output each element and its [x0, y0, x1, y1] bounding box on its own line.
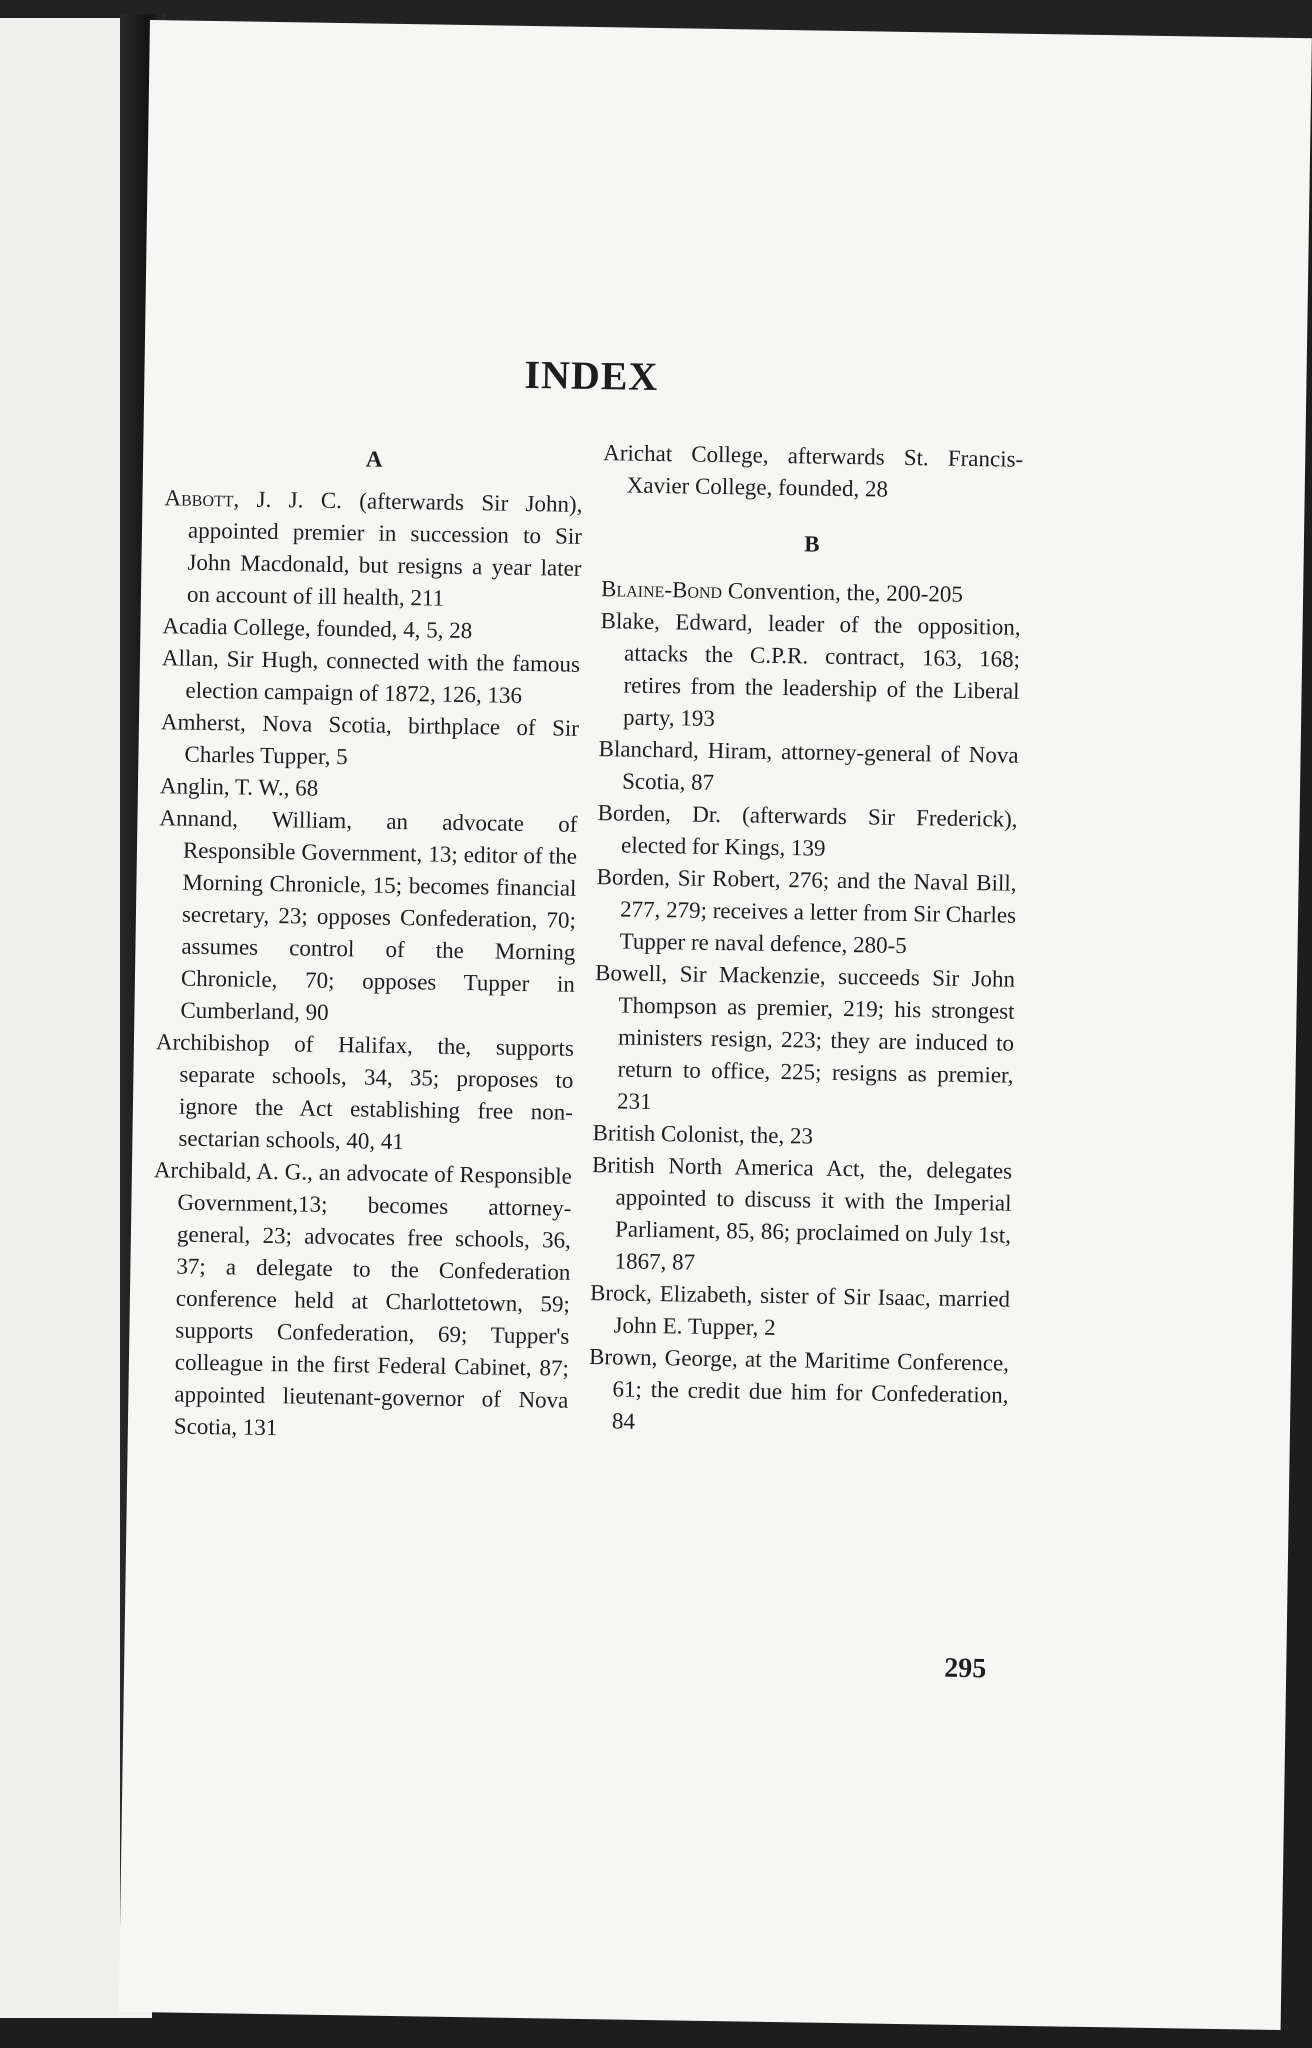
index-entry: Bowell, Sir Mackenzie, succeeds Sir John Thompson as premier, 219; his strongest ministers resign, 223; they are induced to return to office, 225; resigns as premier, 231: [594, 960, 1016, 1115]
index-entry: Borden, Dr. (afterwards Sir Frederick), elected for Kings, 139: [597, 800, 1018, 861]
index-entry: Blanchard, Hiram, attorney-general of Nova Scotia, 87: [598, 736, 1019, 795]
section-letter-a: A: [365, 446, 383, 472]
index-entry: Brock, Elizabeth, sister of Sir Isaac, married John E. Tupper, 2: [589, 1280, 1011, 1340]
index-entry: Anglin, T. W., 68: [159, 773, 319, 801]
index-column-left: [150, 440, 584, 1448]
index-column-right: [588, 437, 1024, 1443]
index-entry: Annand, William, an advocate of Responsible Government, 13; editor of the Morning Chronicle, 15; becomes financial secretary, 23; opposes Confederation, 70; assumes control of the Morning Chronicle, 70; opposes Tupper in Cumberland, 90: [159, 805, 578, 1025]
index-entry: British North America Act, the, delegates appointed to discuss it with the Imperial Parliament, 85, 86; proclaimed on July 1st, 1867, 87: [591, 1152, 1013, 1275]
page-number: 295: [943, 1652, 987, 1685]
index-entry: Archibishop of Halifax, the, supports separate schools, 34, 35; proposes to ignore the Act establishing free non-sectarian schools, 40, 41: [155, 1029, 575, 1155]
index-entry: Borden, Sir Robert, 276; and the Naval Bill, 277, 279; receives a letter from Sir Charles Tupper re naval defence, 280-5: [596, 864, 1017, 958]
index-entry: Blaine-Bond Convention, the, 200-205: [600, 576, 964, 607]
index-entry: British Colonist, the, 23: [592, 1120, 814, 1149]
index-entry: Abbott, J. J. C. (afterwards Sir John), appointed premier in succession to Sir John Macdonald, but resigns a year later on account of ill health, 211: [164, 485, 583, 611]
index-entry: Arichat College, afterwards St. Francis-Xavier College, founded, 28: [603, 440, 1024, 502]
page-title: INDEX: [524, 351, 659, 400]
index-entry: Allan, Sir Hugh, connected with the famous election campaign of 1872, 126, 136: [161, 645, 581, 708]
index-entry: Blake, Edward, leader of the opposition, attacks the C.P.R. contract, 163, 168; retires from the leadership of the Liberal party, 193: [600, 608, 1021, 731]
index-entry: Archibald, A. G., an advocate of Responsible Government,13; becomes attorney-general, 23; advocates free schools, 36, 37; a delegate to the Confederation conference held at Charlottetown, 59; supports Confederation, 69; Tupper's colleague in the first Federal Cabinet, 87; appointed lieutenant-governor of Nova Scotia, 131: [153, 1157, 573, 1441]
index-entry: Acadia College, founded, 4, 5, 28: [162, 613, 473, 644]
section-letter-b: B: [803, 531, 820, 557]
book-page: [119, 20, 1312, 2030]
index-entry: Amherst, Nova Scotia, birthplace of Sir Charles Tupper, 5: [160, 709, 580, 770]
index-entry: Brown, George, at the Maritime Conference, 61; the credit due him for Confederation, 84: [588, 1344, 1010, 1434]
